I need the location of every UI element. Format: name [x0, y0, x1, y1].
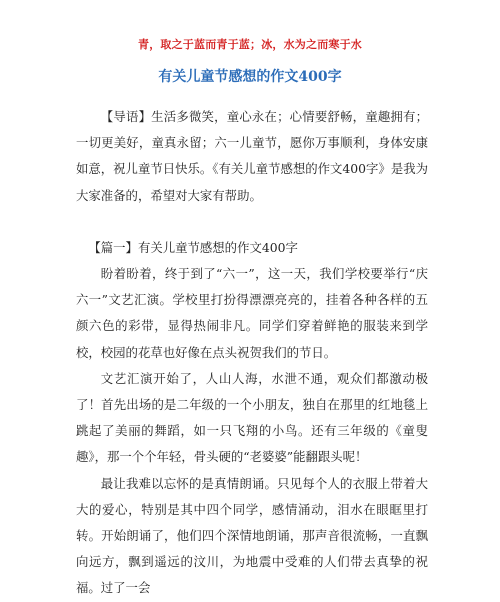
section-heading: 【篇一】有关儿童节感想的作文400字 [88, 239, 298, 255]
intro-paragraph: 【导语】生活多微笑，童心永在；心情要舒畅，童趣拥有；一切更美好，童真永留；六一儿童节，愿你万事顺利，身体安康如意，祝儿童节日快乐。《有关儿童节感想的作文400字》是我为大家准备的，希望对大家有帮助。 [76, 109, 428, 203]
page-title: 有关儿童节感想的作文400字 [158, 69, 342, 85]
body-paragraph-3: 最让我难以忘怀的是真情朗诵。只见每个人的衣服上带着大大的爱心，特别是其中四个同学，感情涌动，泪水在眼眶里打转。开始朗诵了，他们四个深情地朗诵，那声音很流畅，一直飘向远方，飘到遥远的汶川，为地震中受难的人们带去真挚的祝福。过了一会 [76, 475, 428, 596]
body-paragraph-1: 盼着盼着，终于到了“六一”，这一天，我们学校要举行“庆六一”文艺汇演。学校里打扮得漂漂亮亮的，挂着各种各样的五颜六色的彩带，显得热闹非凡。同学们穿着鲜艳的服装来到学校，校园的花草也好像在点头祝贺我们的节日。 [76, 266, 428, 360]
article-body [76, 104, 428, 602]
header-motto: 青，取之于蓝而青于蓝；冰，水为之而寒于水 [138, 38, 362, 51]
body-paragraph-2: 文艺汇演开始了，人山人海，水泄不通，观众们都激动极了！首先出场的是二年级的一个小朋友，独自在那里的红地毯上跳起了美丽的舞蹈，如一只飞翔的小鸟。还有三年级的《童叟趣》，那一个个年轻，骨头硬的“老婆婆”能翻跟头呢！ [76, 370, 428, 465]
